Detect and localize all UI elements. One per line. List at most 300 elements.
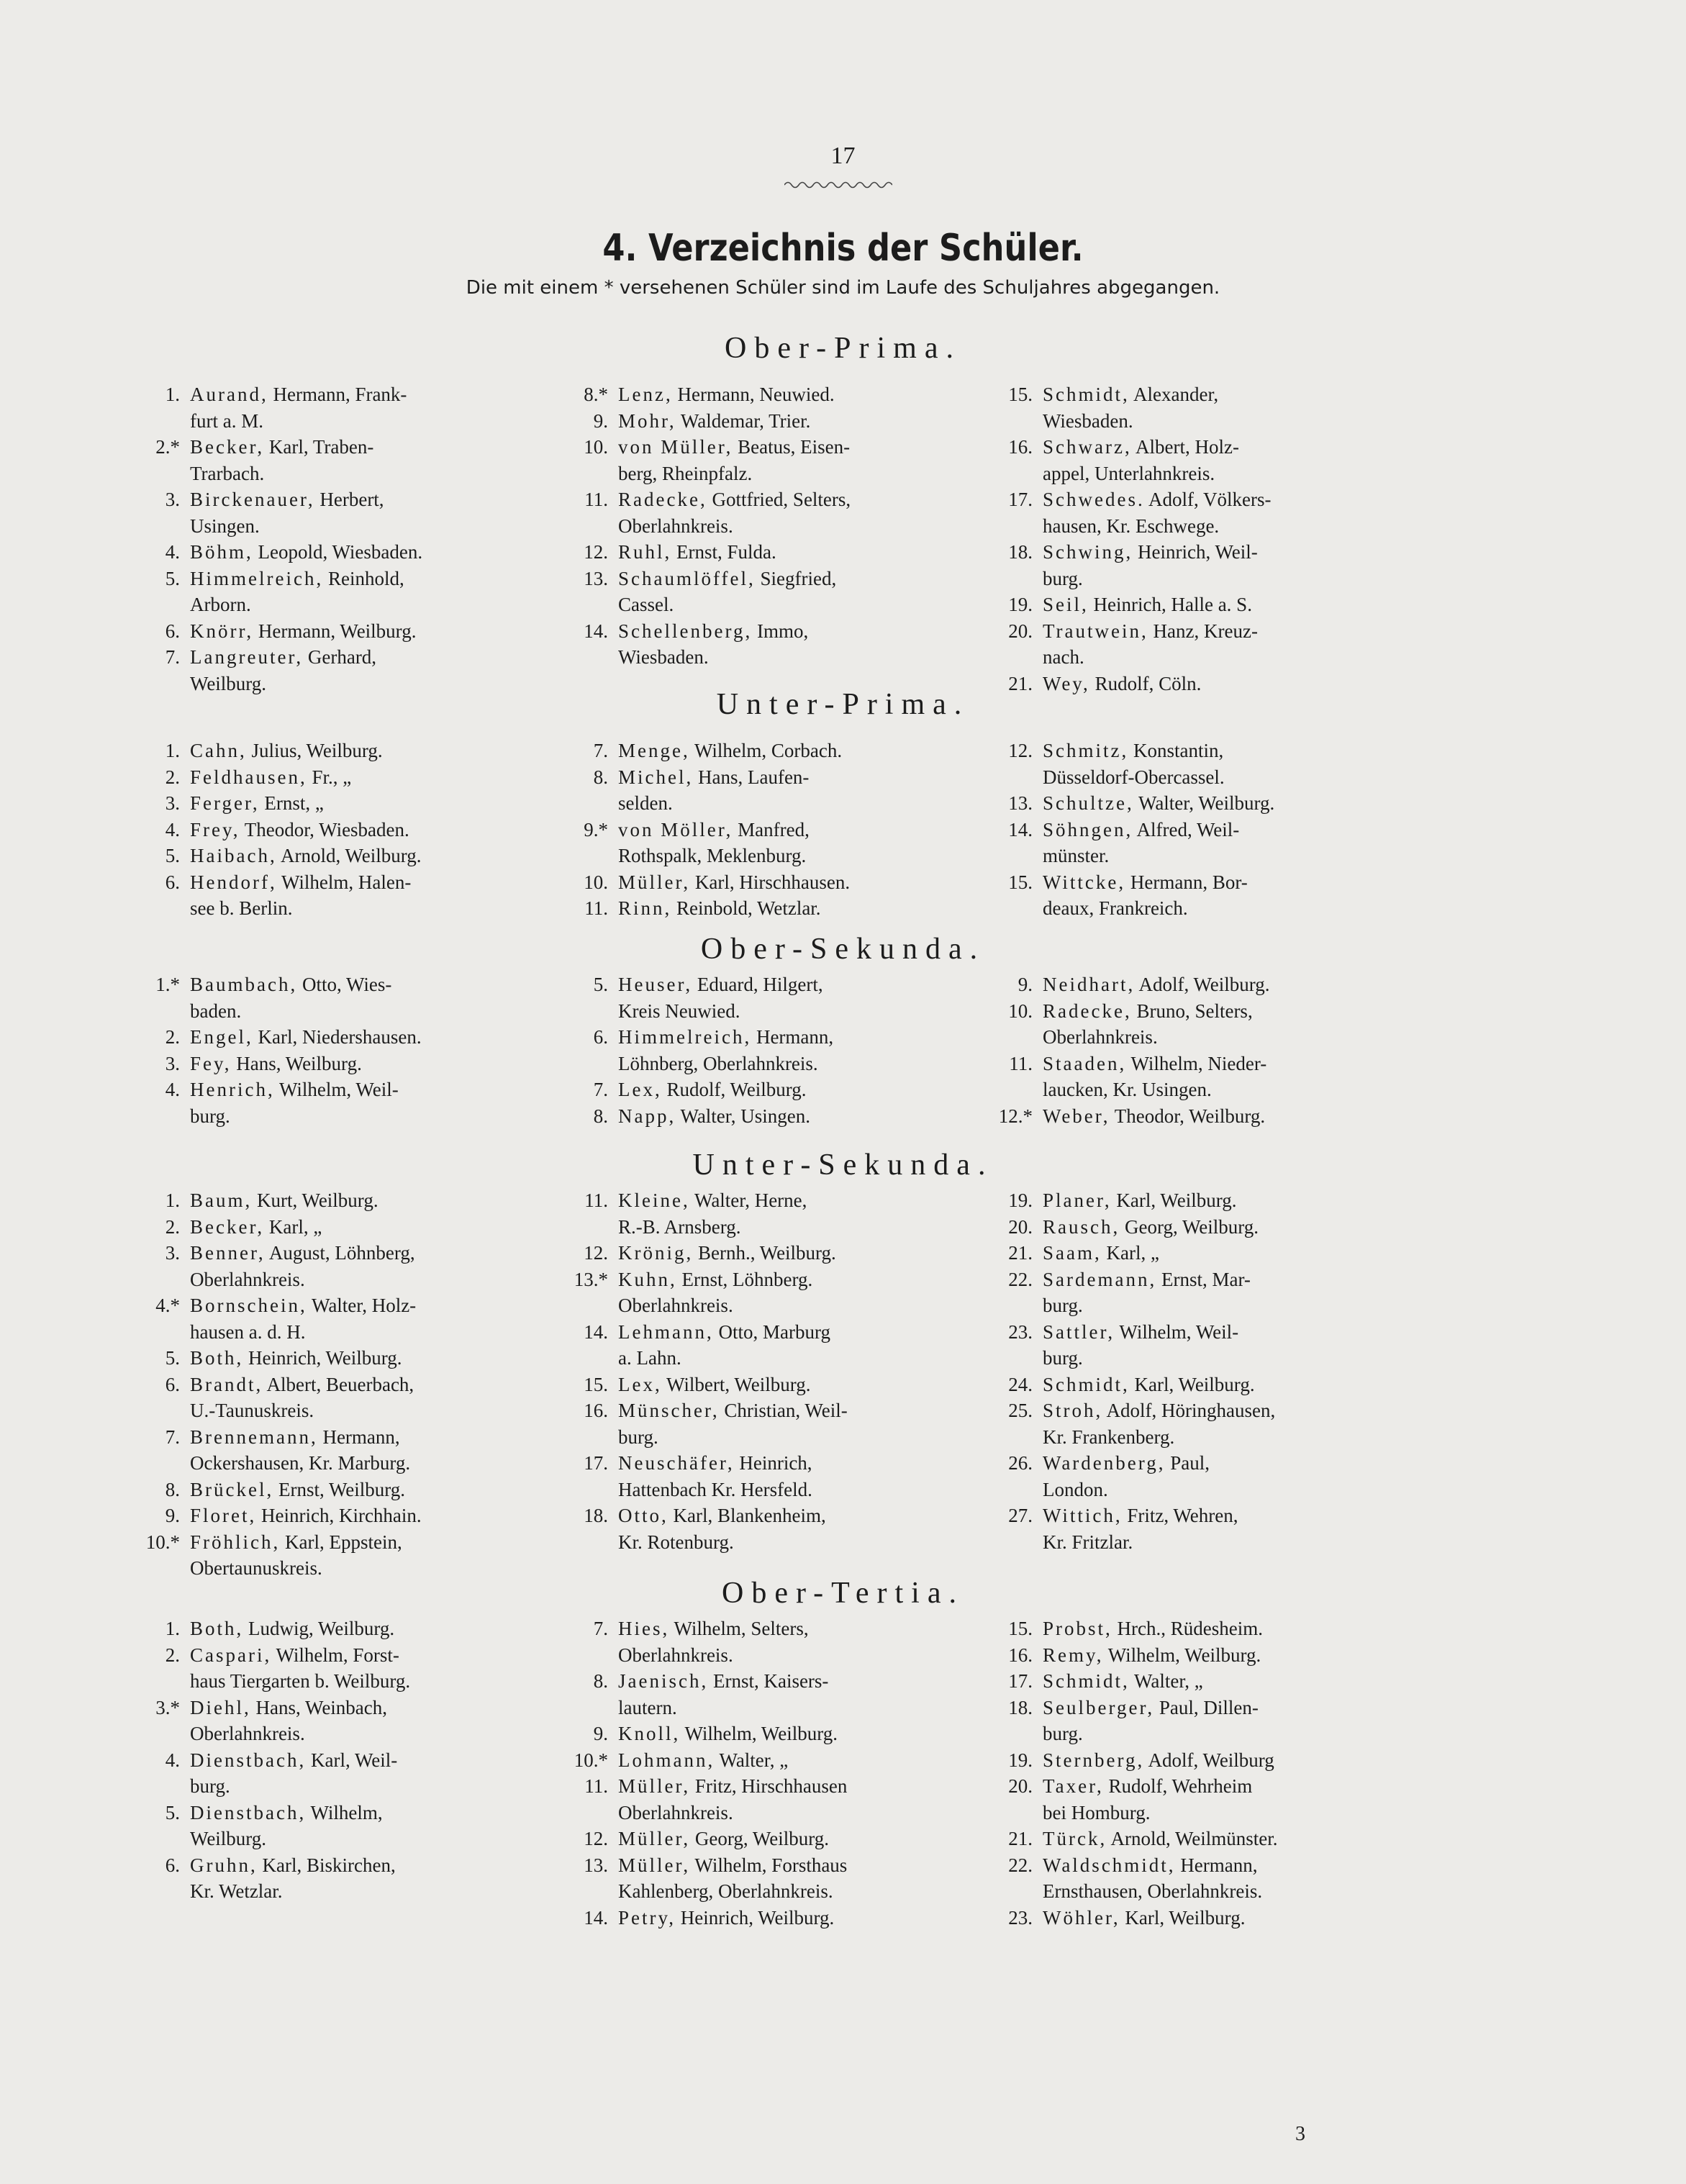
student-number: 23. — [1008, 1906, 1033, 1929]
student-info: Manfred, — [733, 818, 810, 840]
student-info: Karl, Hirschhausen. — [690, 871, 851, 893]
student-entry — [122, 1503, 525, 1529]
student-info: Alexander, — [1129, 384, 1219, 405]
student-info: hausen a. d. H. — [190, 1320, 306, 1343]
student-number: 14. — [584, 620, 608, 642]
entry-line — [618, 869, 953, 896]
entry-line — [1043, 1721, 1378, 1747]
student-number: 8. — [593, 1670, 608, 1692]
student-number: 23. — [1008, 1320, 1033, 1343]
student-info: Christian, Weil- — [719, 1400, 848, 1421]
student-info: Kr. Wetzlar. — [190, 1880, 283, 1902]
student-info: Gottfried, Selters, — [707, 489, 851, 510]
student-surname: Benner, — [190, 1242, 266, 1264]
student-surname: Schmitz, — [1043, 740, 1129, 761]
folio-number: 3 — [1295, 2123, 1305, 2145]
student-surname: Seulberger, — [1043, 1696, 1155, 1718]
student-info: Reinbold, Wetzlar. — [671, 897, 821, 919]
student-surname: Münscher, — [618, 1400, 720, 1421]
student-number: 4. — [165, 1749, 180, 1771]
student-entry — [975, 1642, 1378, 1669]
entry-line — [1043, 434, 1378, 461]
entry-line — [190, 1240, 525, 1267]
student-info: Walter, Herne, — [689, 1190, 807, 1211]
student-surname: Lehmann, — [618, 1320, 714, 1343]
student-details — [190, 971, 525, 1024]
student-entry — [550, 381, 953, 408]
student-details — [618, 1773, 953, 1826]
student-surname: Hendorf, — [190, 871, 277, 893]
student-info: Hattenbach Kr. Hersfeld. — [618, 1478, 812, 1500]
entry-line — [190, 1267, 525, 1293]
student-details — [190, 1800, 525, 1852]
student-number: 25. — [1008, 1400, 1033, 1421]
student-entry — [975, 618, 1378, 671]
entry-line — [618, 408, 953, 435]
student-entry — [122, 434, 525, 486]
student-number: 1. — [165, 384, 180, 405]
entry-line — [190, 1642, 525, 1669]
student-number: 1. — [165, 1190, 180, 1211]
entry-line — [190, 592, 525, 618]
student-number: 11. — [1009, 1052, 1033, 1074]
entry-line — [1043, 1852, 1378, 1879]
student-surname: Stroh, — [1043, 1400, 1103, 1421]
student-number: 5. — [165, 1801, 180, 1823]
student-number: 13. — [584, 1854, 608, 1876]
student-surname: Rausch, — [1043, 1215, 1120, 1238]
student-info: Ockershausen, Kr. Marburg. — [190, 1452, 411, 1474]
student-entry — [122, 1800, 525, 1852]
student-info: Ernst, Löhnberg. — [676, 1268, 813, 1290]
student-surname: Müller, — [618, 1854, 691, 1876]
student-entry — [122, 1616, 525, 1642]
student-entry — [122, 566, 525, 618]
student-info: Löhnberg, Oberlahnkreis. — [618, 1052, 818, 1074]
student-number: 1. — [165, 1618, 180, 1639]
student-number: 9. — [165, 1505, 180, 1526]
student-surname: Schmidt, — [1043, 1670, 1130, 1692]
entry-line — [618, 1103, 953, 1130]
student-details — [190, 1187, 525, 1214]
student-info: Heinrich, Weilburg. — [243, 1347, 402, 1369]
student-number: 12. — [1008, 740, 1033, 761]
student-entry — [550, 1773, 953, 1826]
class-heading: Ober-Prima. — [725, 332, 961, 365]
student-surname: Brennemann, — [190, 1426, 318, 1448]
student-info: Wiesbaden. — [1043, 409, 1133, 432]
student-entry — [550, 764, 953, 817]
student-surname: Müller, — [618, 1828, 691, 1849]
entry-line — [1043, 1450, 1378, 1477]
student-surname: Otto, — [618, 1505, 668, 1526]
student-details — [618, 381, 953, 408]
student-details — [1043, 486, 1378, 539]
entry-line — [1043, 461, 1378, 487]
student-details — [1043, 1826, 1378, 1852]
entry-line — [1043, 1773, 1378, 1800]
student-surname: Langreuter, — [190, 646, 304, 668]
entry-line — [190, 1721, 525, 1747]
student-number: 15. — [584, 1373, 608, 1395]
entry-line — [618, 1826, 953, 1852]
entry-line — [1043, 1826, 1378, 1852]
student-entry — [122, 1372, 525, 1424]
student-column — [550, 1616, 953, 1931]
student-number: 16. — [1008, 1644, 1033, 1666]
entry-line — [190, 1503, 525, 1529]
student-info: Hermann, Bor- — [1125, 871, 1248, 893]
student-info: Otto, Wies- — [297, 974, 392, 995]
student-details — [190, 1077, 525, 1129]
class-heading: Ober-Sekunda. — [700, 933, 986, 966]
student-details — [618, 1397, 953, 1450]
student-details — [618, 1077, 953, 1103]
student-details — [190, 1477, 525, 1503]
student-entry — [550, 1747, 953, 1774]
student-surname: Dienstbach, — [190, 1749, 307, 1771]
student-number: 6. — [165, 1854, 180, 1876]
student-entry — [122, 764, 525, 791]
student-surname: von Müller, — [618, 436, 733, 458]
entry-line — [1043, 1878, 1378, 1905]
student-surname: Krönig, — [618, 1242, 694, 1264]
student-info: bei Homburg. — [1043, 1801, 1151, 1823]
entry-line — [618, 1905, 953, 1931]
student-surname: Dienstbach, — [190, 1801, 307, 1823]
student-info: Oberlahnkreis. — [1043, 1026, 1158, 1048]
student-info: Paul, Dillen- — [1154, 1696, 1259, 1718]
student-surname: Schellenberg, — [618, 620, 753, 642]
student-details — [190, 1372, 525, 1424]
student-info: Wilhelm, Halen- — [276, 871, 412, 893]
student-details — [1043, 1773, 1378, 1826]
student-info: Theodor, Weilburg. — [1110, 1105, 1266, 1127]
student-entry — [975, 1747, 1378, 1774]
entry-line — [1043, 1051, 1378, 1077]
student-entry — [122, 1024, 525, 1051]
entry-line — [618, 644, 953, 671]
student-info: Fr., „ — [307, 766, 352, 788]
student-entry — [975, 592, 1378, 618]
entry-line — [618, 434, 953, 461]
entry-line — [190, 1826, 525, 1852]
student-surname: Müller, — [618, 871, 691, 893]
entry-line — [618, 1477, 953, 1503]
entry-line — [190, 434, 525, 461]
student-surname: Menge, — [618, 740, 690, 761]
class-heading: Unter-Prima. — [716, 688, 970, 721]
student-entry — [975, 1372, 1378, 1398]
entry-line — [190, 539, 525, 566]
entry-line — [618, 998, 953, 1025]
student-number: 21. — [1008, 1242, 1033, 1264]
student-surname: Wittcke, — [1043, 871, 1126, 893]
student-info: Oberlahnkreis. — [190, 1268, 305, 1290]
student-details — [190, 1852, 525, 1905]
student-surname: Planer, — [1043, 1190, 1112, 1211]
student-number: 12.* — [998, 1105, 1033, 1127]
student-number: 22. — [1008, 1268, 1033, 1290]
student-surname: Lohmann, — [618, 1749, 715, 1771]
student-details — [1043, 1214, 1378, 1241]
student-info: Immo, — [752, 620, 809, 642]
student-entry — [122, 817, 525, 843]
student-number: 14. — [584, 1320, 608, 1343]
student-info: Walter, Weilburg. — [1133, 792, 1275, 814]
student-details — [190, 1642, 525, 1695]
entry-line — [1043, 1905, 1378, 1931]
entry-line — [190, 764, 525, 791]
entry-line — [1043, 566, 1378, 592]
student-entry — [550, 1503, 953, 1555]
entry-line — [190, 1800, 525, 1826]
student-entry — [550, 486, 953, 539]
student-info: Heinrich, — [734, 1452, 812, 1474]
student-details — [190, 1695, 525, 1747]
student-info: Karl, Weil- — [306, 1749, 398, 1771]
student-surname: Brückel, — [190, 1478, 274, 1500]
student-entry — [975, 1103, 1378, 1130]
student-entry — [550, 1103, 953, 1130]
student-details — [190, 1051, 525, 1077]
student-details — [618, 1668, 953, 1721]
student-surname: Michel, — [618, 766, 694, 788]
student-number: 4.* — [155, 1295, 180, 1316]
student-entry — [550, 1024, 953, 1077]
student-entry — [122, 1240, 525, 1292]
student-details — [1043, 1905, 1378, 1931]
student-details — [190, 843, 525, 869]
student-surname: Baumbach, — [190, 974, 298, 995]
student-number: 18. — [584, 1505, 608, 1526]
entry-line — [618, 1529, 953, 1556]
student-surname: Haibach, — [190, 845, 277, 866]
student-number: 19. — [1008, 1190, 1033, 1211]
student-entry — [122, 539, 525, 566]
student-info: Kr. Rotenburg. — [618, 1531, 734, 1553]
student-info: Theodor, Wiesbaden. — [240, 818, 409, 840]
student-details — [618, 895, 953, 922]
entry-line — [1043, 1424, 1378, 1451]
student-number: 8. — [165, 1478, 180, 1500]
entry-line — [1043, 1077, 1378, 1103]
student-info: Cassel. — [618, 594, 674, 615]
student-details — [1043, 1503, 1378, 1555]
student-surname: Hies, — [618, 1618, 670, 1639]
student-entry — [975, 1773, 1378, 1826]
student-entry — [975, 539, 1378, 592]
student-entry — [550, 1826, 953, 1852]
entry-line — [190, 408, 525, 435]
student-info: Heinrich, Kirchhain. — [256, 1505, 422, 1526]
student-entry — [550, 1397, 953, 1450]
student-number: 12. — [584, 1828, 608, 1849]
student-details — [190, 1616, 525, 1642]
student-entry — [550, 1077, 953, 1103]
student-info: Oberlahnkreis. — [618, 1644, 733, 1666]
student-surname: Ferger, — [190, 792, 260, 814]
student-surname: Sardemann, — [1043, 1268, 1157, 1290]
student-info: Adolf, Weilburg — [1144, 1749, 1274, 1771]
student-surname: Napp, — [618, 1105, 676, 1127]
student-surname: Schwarz, — [1043, 436, 1132, 458]
student-number: 21. — [1008, 672, 1033, 694]
student-surname: Himmelreich, — [190, 567, 324, 589]
student-details — [1043, 1668, 1378, 1695]
student-details — [618, 1852, 953, 1905]
student-info: berg, Rheinpfalz. — [618, 462, 753, 484]
student-entry — [975, 1695, 1378, 1747]
student-info: Bruno, Selters, — [1131, 1000, 1253, 1022]
student-details — [1043, 998, 1378, 1051]
student-info: Oberlahnkreis. — [190, 1723, 305, 1744]
student-entry — [550, 738, 953, 764]
student-info: Hermann, — [751, 1026, 834, 1048]
student-details — [1043, 1397, 1378, 1450]
student-details — [190, 486, 525, 539]
student-info: Fritz, Wehren, — [1122, 1505, 1238, 1526]
page-title: 4. Verzeichnis der Schüler. — [602, 227, 1084, 270]
student-details — [618, 1267, 953, 1319]
student-number: 17. — [1008, 1670, 1033, 1692]
student-details — [190, 539, 525, 566]
student-number: 5. — [165, 1347, 180, 1369]
student-details — [190, 618, 525, 645]
student-number: 13. — [1008, 792, 1033, 814]
student-details — [190, 1345, 525, 1372]
student-surname: Müller, — [618, 1775, 691, 1797]
student-info: Hermann, Neuwied. — [672, 384, 835, 405]
student-details — [1043, 1695, 1378, 1747]
student-info: Walter, Usingen. — [676, 1105, 810, 1127]
student-entry — [550, 1905, 953, 1931]
student-details — [190, 1024, 525, 1051]
student-details — [190, 1747, 525, 1800]
student-info: Julius, Weilburg. — [246, 740, 383, 761]
entry-line — [190, 971, 525, 998]
entry-line — [190, 1529, 525, 1556]
student-info: Heinrich, Weil- — [1133, 541, 1258, 563]
entry-line — [190, 618, 525, 645]
student-surname: Schmidt, — [1043, 384, 1130, 405]
entry-line — [1043, 1267, 1378, 1293]
student-entry — [550, 1450, 953, 1503]
student-info: Albert, Holz- — [1131, 436, 1239, 458]
student-info: Weilburg. — [190, 1828, 267, 1849]
student-surname: Engel, — [190, 1026, 253, 1048]
student-info: burg. — [1043, 1347, 1083, 1369]
entry-line — [190, 1077, 525, 1103]
student-number: 22. — [1008, 1854, 1033, 1876]
student-info: Weilburg. — [190, 672, 267, 694]
student-info: Wilhelm, Selters, — [669, 1618, 809, 1639]
student-surname: Böhm, — [190, 541, 253, 563]
student-details — [1043, 790, 1378, 817]
student-entry — [975, 1267, 1378, 1319]
student-column — [975, 1616, 1378, 1931]
student-details — [1043, 1267, 1378, 1319]
entry-line — [618, 1214, 953, 1241]
student-details — [1043, 1747, 1378, 1774]
student-details — [190, 1292, 525, 1345]
student-info: Albert, Beuerbach, — [263, 1373, 414, 1395]
student-details — [618, 566, 953, 618]
student-entry — [975, 1240, 1378, 1267]
student-surname: Wöhler, — [1043, 1906, 1120, 1929]
student-surname: Weber, — [1043, 1105, 1110, 1127]
student-surname: Radecke, — [618, 489, 707, 510]
student-info: Reinhold, — [323, 567, 404, 589]
student-info: Heinrich, Weilburg. — [676, 1906, 835, 1929]
student-entry — [550, 618, 953, 671]
entry-line — [1043, 1529, 1378, 1556]
student-info: selden. — [618, 792, 673, 814]
entry-line — [1043, 764, 1378, 791]
student-info: see b. Berlin. — [190, 897, 293, 919]
student-details — [190, 1214, 525, 1241]
student-details — [1043, 539, 1378, 592]
entry-line — [1043, 539, 1378, 566]
student-info: Karl, Biskirchen, — [257, 1854, 396, 1876]
student-number: 7. — [165, 646, 180, 668]
entry-line — [1043, 1240, 1378, 1267]
student-info: Wilhelm, Weil- — [274, 1079, 399, 1100]
entry-line — [190, 1024, 525, 1051]
student-number: 8.* — [584, 384, 608, 405]
entry-line — [1043, 1292, 1378, 1319]
student-number: 14. — [584, 1906, 608, 1929]
student-info: Ernst, Fulda. — [671, 541, 776, 563]
student-details — [190, 1503, 525, 1529]
student-number: 19. — [1008, 1749, 1033, 1771]
student-number: 11. — [584, 1775, 608, 1797]
entry-line — [1043, 1214, 1378, 1241]
student-entry — [122, 1477, 525, 1503]
student-details — [618, 434, 953, 486]
entry-line — [1043, 1345, 1378, 1372]
student-number: 10. — [584, 436, 608, 458]
entry-line — [190, 1878, 525, 1905]
entry-line — [1043, 513, 1378, 540]
student-info: Trarbach. — [190, 462, 265, 484]
entry-line — [618, 1878, 953, 1905]
student-number: 18. — [1008, 1696, 1033, 1718]
entry-line — [1043, 790, 1378, 817]
student-column — [122, 381, 525, 697]
student-surname: Baum, — [190, 1190, 253, 1211]
student-surname: Radecke, — [1043, 1000, 1132, 1022]
student-info: a. Lahn. — [618, 1347, 681, 1369]
student-entry — [975, 817, 1378, 869]
student-info: Georg, Weilburg. — [690, 1828, 829, 1849]
student-info: Konstantin, — [1128, 740, 1224, 761]
student-details — [1043, 618, 1378, 671]
student-info: Wilhelm, Forsthaus — [690, 1854, 848, 1876]
student-info: Arnold, Weilburg. — [276, 845, 422, 866]
student-info: Wiesbaden. — [618, 646, 709, 668]
student-details — [1043, 592, 1378, 618]
student-entry — [975, 434, 1378, 486]
student-column — [975, 971, 1378, 1129]
entry-line — [190, 1616, 525, 1642]
student-info: Arborn. — [190, 594, 251, 615]
student-entry — [122, 1424, 525, 1477]
student-number: 8. — [593, 766, 608, 788]
student-number: 4. — [165, 1079, 180, 1100]
entry-line — [618, 1852, 953, 1879]
student-surname: Caspari, — [190, 1644, 272, 1666]
